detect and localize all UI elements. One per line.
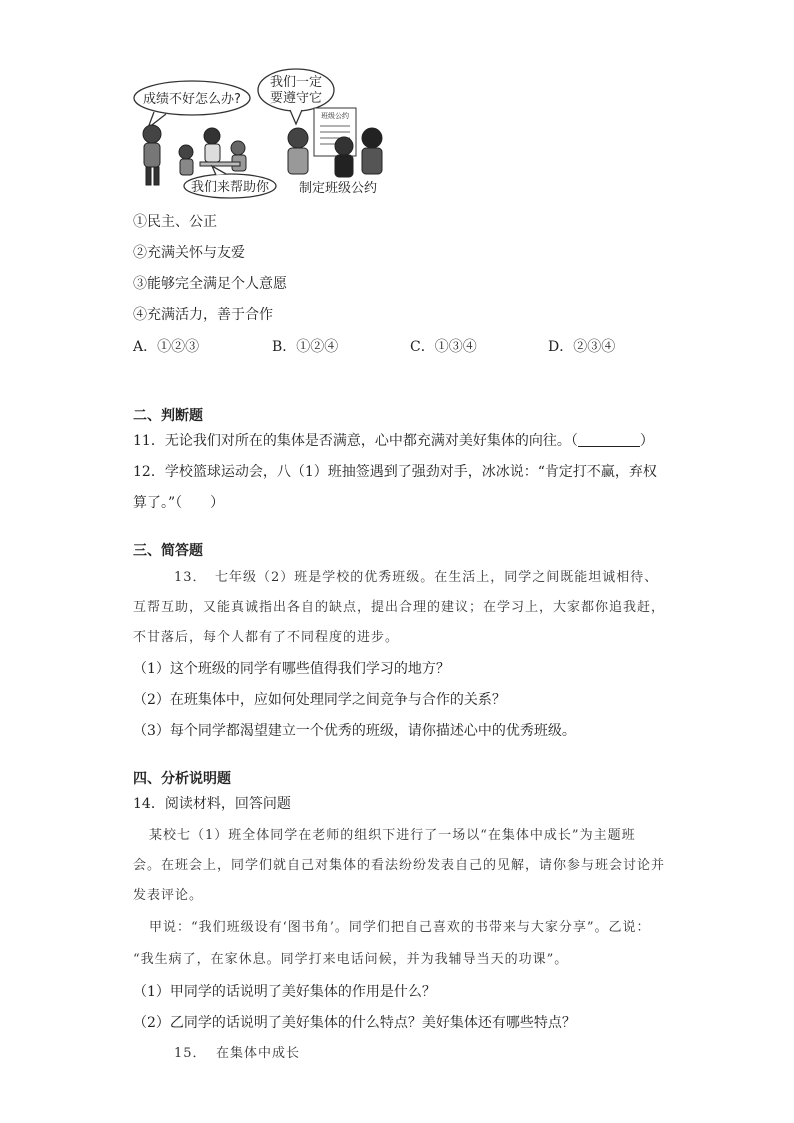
bubble-bottom-text: 我们来帮助你 (190, 180, 270, 195)
class-convention-illustration (130, 68, 400, 200)
section-3-title: 三、简答题 (133, 543, 203, 559)
student-figures-right (288, 108, 382, 177)
q14-material-1-line-1: 某校七（1）班全体同学在老师的组织下进行了一场以“在集体中成长”为主题班 (149, 828, 636, 843)
bubble-right-line2: 要遵守它 (269, 91, 323, 106)
q13-line-2: 互帮互助，又能真诚指出各自的缺点，提出合理的建议；在学习上，大家都你追我赶， (133, 600, 666, 615)
section-4-title: 四、分析说明题 (133, 771, 231, 787)
q10-option-b: B．①②④ (272, 339, 339, 355)
q10-option-d: D．②③④ (548, 339, 616, 355)
q14-sub-1: （1）甲同学的话说明了美好集体的作用是什么？ (133, 984, 436, 1000)
q14-heading: 14．阅读材料，回答问题 (133, 796, 291, 812)
q13-line-1: 七年级（2）班是学校的优秀班级。在生活上，同学之间既能坦诚相待、 (215, 570, 659, 585)
q13-line-3: 不甘落后，每个人都有了不同程度的进步。 (133, 630, 400, 645)
q11-text: 11．无论我们对所在的集体是否满意，心中都充满对美好集体的向往。（ (133, 433, 578, 449)
q10-option-a: A．①②③ (133, 339, 200, 355)
q15-number: 15． (174, 1046, 207, 1061)
q13-number: 13． (174, 570, 207, 585)
illustration-caption: 制定班级公约 (298, 181, 378, 196)
q10-item-1: ①民主、公正 (133, 214, 217, 230)
q12-line-1: 12．学校篮球运动会，八（1）班抽签遇到了强劲对手，冰冰说：“肯定打不赢，弃权 (133, 464, 657, 480)
q14-material-1-line-2: 会。在班会上，同学们就自己对集体的看法纷纷发表自己的见解，请你参与班会讨论并 (133, 858, 666, 873)
q13-sub-2: （2）在班集体中，应如何处理同学之间竞争与合作的关系？ (133, 692, 506, 708)
q11 (133, 431, 654, 451)
q14-material-1-line-3: 发表评论。 (133, 888, 204, 903)
q10-item-3: ③能够完全满足个人意愿 (133, 276, 287, 292)
q10-option-c: C．①③④ (410, 339, 477, 355)
q13-sub-1: （1）这个班级的同学有哪些值得我们学习的地方？ (133, 661, 450, 677)
q15-title: 在集体中成长 (216, 1046, 301, 1061)
q14-sub-2: （2）乙同学的话说明了美好集体的什么特点？美好集体还有哪些特点？ (133, 1015, 576, 1031)
q10-item-2: ②充满关怀与友爱 (133, 245, 245, 261)
q13-sub-3: （3）每个同学都渴望建立一个优秀的班级，请你描述心中的优秀班级。 (133, 723, 576, 739)
bubble-right-line1: 我们一定 (269, 75, 323, 90)
q12-line-2: 算了。”（ ） (133, 495, 225, 511)
q14-material-2-line-1: 甲说：“我们班级设有‘图书角’。同学们把自己喜欢的书带来与大家分享”。乙说： (149, 920, 651, 935)
poster-label: 班级公约 (321, 112, 349, 120)
q10-item-4: ④充满活力，善于合作 (133, 307, 273, 323)
bubble-left-text: 成绩不好怎么办? (143, 92, 241, 107)
section-2-title: 二、判断题 (133, 408, 203, 424)
q11-close: ） (639, 433, 654, 449)
q11-answer-blank[interactable] (578, 432, 640, 447)
q14-material-2-line-2: “我生病了，在家休息。同学打来电话问候，并为我辅导当天的功课”。 (133, 952, 569, 967)
